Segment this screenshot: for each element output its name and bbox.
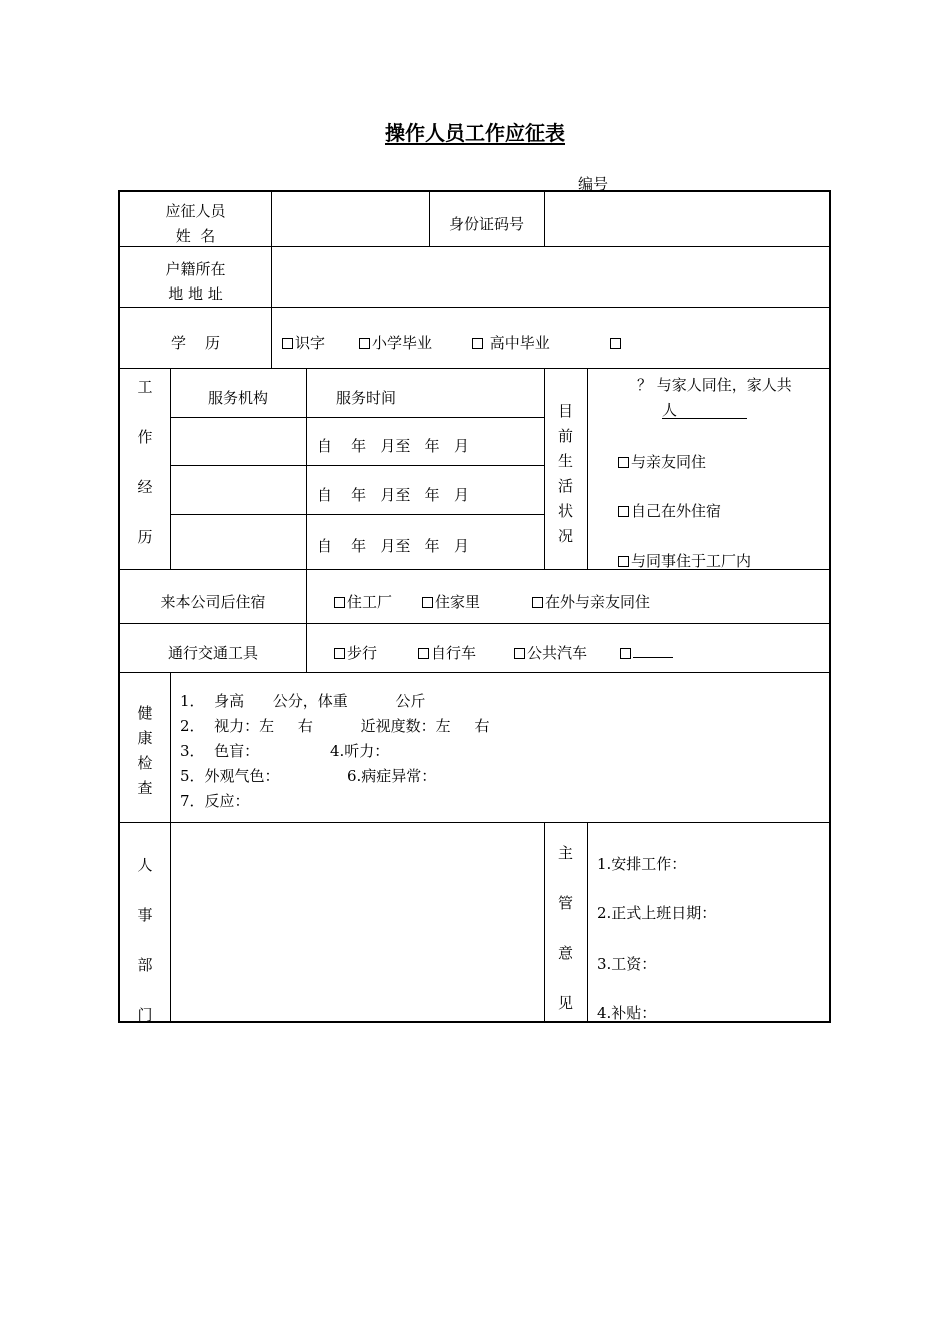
address-field[interactable] (272, 248, 829, 307)
checkbox[interactable] (359, 338, 370, 349)
name-label: 应征人员 (165, 202, 226, 220)
row-divider (120, 368, 829, 369)
service-time-row[interactable]: 自 年 月至 年 月 (317, 437, 469, 455)
health-check-side-label: 健 康 检 查 (137, 704, 153, 797)
checkbox[interactable] (282, 338, 293, 349)
checkbox[interactable] (422, 597, 433, 608)
transport-label: 通行交通工具 (167, 644, 258, 662)
row-divider (120, 246, 829, 247)
health-symptoms[interactable]: 6.病症异常： (347, 767, 437, 785)
form-title: 操作人员工作应征表 (385, 121, 565, 145)
transport-option-walk[interactable]: 步行 (334, 646, 377, 661)
col-divider (271, 307, 272, 368)
row-divider (120, 623, 829, 624)
checkbox[interactable] (418, 648, 429, 659)
application-form-table (118, 190, 831, 1023)
health-color-blind[interactable]: 3． 色盲： (180, 742, 260, 760)
checkbox[interactable] (472, 338, 483, 349)
service-time-header: 服务时间 (336, 389, 397, 407)
health-vision[interactable]: 2． 视力：左 右 近视度数：左 右 (180, 717, 490, 735)
health-height-weight[interactable]: 1． 身高 公分，体重 公斤 (180, 692, 426, 710)
col-divider (587, 822, 588, 1021)
name-field[interactable] (272, 193, 429, 246)
address-label: 户籍所在 (165, 260, 226, 278)
checkbox[interactable] (620, 648, 631, 659)
service-org-field[interactable] (171, 515, 306, 569)
education-option-primary[interactable]: 小学毕业 (359, 336, 432, 351)
col-divider (306, 569, 307, 672)
living-option-alone[interactable]: 自己在外住宿 (618, 504, 721, 519)
living-option-factory[interactable]: 与同事住于工厂内 (618, 554, 751, 569)
education-label: 学 历 (170, 334, 221, 352)
checkbox[interactable] (618, 556, 629, 567)
address-label-2: 地 地 址 (168, 285, 223, 303)
living-option-relatives[interactable]: 与亲友同住 (618, 455, 706, 470)
row-divider (120, 307, 829, 308)
transport-option-bicycle[interactable]: 自行车 (418, 646, 476, 661)
hr-department-side-label: 人 事 部 门 (137, 856, 153, 1024)
work-experience-side-label: 工 作 经 历 (137, 378, 153, 546)
checkbox[interactable] (514, 648, 525, 659)
checkbox[interactable] (334, 648, 345, 659)
checkbox[interactable] (334, 597, 345, 608)
name-label-2: 姓 名 (175, 227, 216, 245)
supervisor-allowance[interactable]: 4.补贴： (597, 1004, 657, 1022)
supervisor-start-date[interactable]: 2.正式上班日期： (597, 904, 717, 922)
col-divider (587, 368, 588, 569)
lodging-option-factory[interactable]: 住工厂 (334, 595, 392, 610)
lodging-option-home[interactable]: 住家里 (422, 595, 480, 610)
supervisor-opinion-side-label: 主 管 意 见 (557, 844, 573, 1012)
transport-option-bus[interactable]: 公共汽车 (514, 646, 587, 661)
education-option-other[interactable] (610, 336, 623, 351)
serial-number-label: 编号 (578, 175, 609, 193)
col-divider (306, 368, 307, 569)
service-time-row[interactable]: 自 年 月至 年 月 (317, 486, 469, 504)
service-org-header: 服务机构 (207, 389, 268, 407)
supervisor-salary[interactable]: 3.工资： (597, 955, 657, 973)
hr-department-field[interactable] (171, 823, 544, 1021)
row-divider (120, 672, 829, 673)
checkbox[interactable] (532, 597, 543, 608)
living-status-side-label: 目 前 生 活 状 况 (557, 402, 573, 545)
health-complexion[interactable]: 5．外观气色： (180, 767, 280, 785)
lodging-option-relatives[interactable]: 在外与亲友同住 (532, 595, 650, 610)
health-reaction[interactable]: 7．反应： (180, 792, 250, 810)
checkbox[interactable] (618, 457, 629, 468)
living-option-family-count[interactable]: 人 (662, 403, 747, 419)
living-option-family[interactable]: ？ 与家人同住，家人共 (637, 376, 792, 394)
service-time-row[interactable]: 自 年 月至 年 月 (317, 537, 469, 555)
service-org-field[interactable] (171, 466, 306, 514)
education-option-literate[interactable]: 识字 (282, 336, 325, 351)
lodging-label: 来本公司后住宿 (160, 593, 266, 611)
id-number-field[interactable] (545, 193, 829, 246)
id-number-label: 身份证码号 (448, 215, 524, 233)
supervisor-job-assignment[interactable]: 1.安排工作： (597, 855, 687, 873)
education-option-highschool[interactable]: 高中毕业 (472, 336, 550, 351)
checkbox[interactable] (618, 506, 629, 517)
service-org-field[interactable] (171, 418, 306, 465)
health-hearing[interactable]: 4.听力： (330, 742, 390, 760)
transport-option-other[interactable] (620, 646, 673, 661)
checkbox[interactable] (610, 338, 621, 349)
